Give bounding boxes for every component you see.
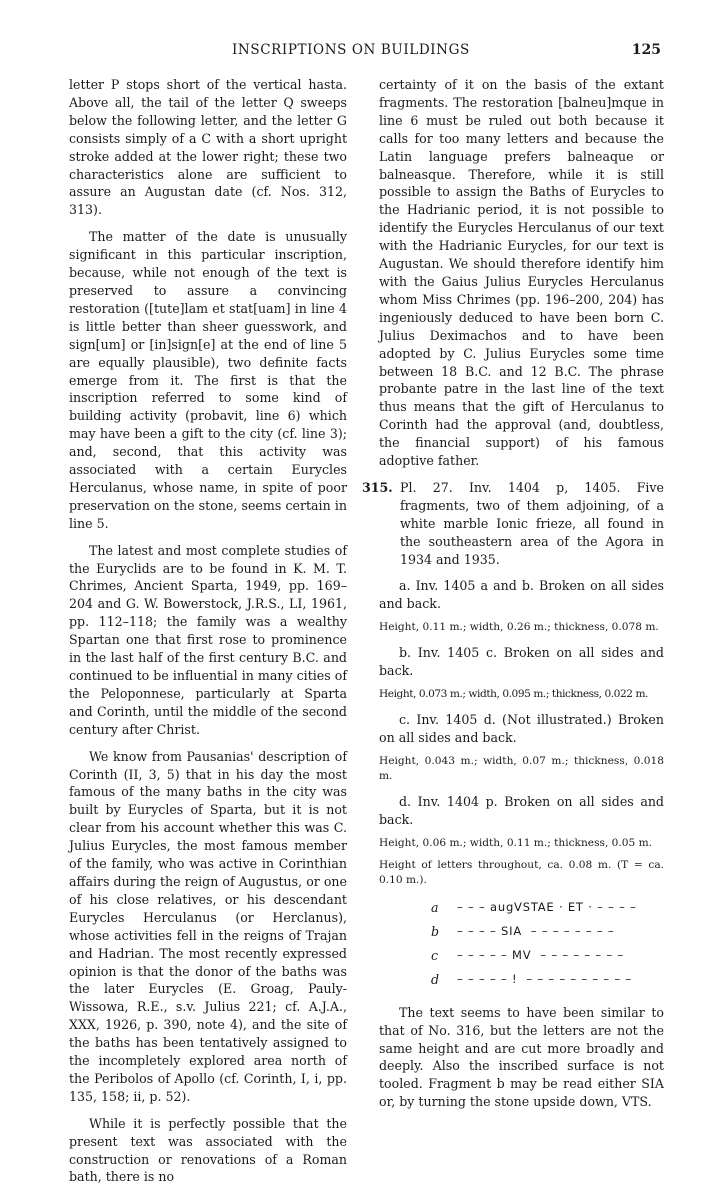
inscription-line xyxy=(431,968,664,992)
running-head: INSCRIPTIONS ON BUILDINGS xyxy=(232,42,470,58)
line-label: d xyxy=(431,971,440,987)
line-text: – – – augVSTAE · ET · – – – – xyxy=(457,899,637,914)
line-label: b xyxy=(431,923,440,939)
fragment-dimensions: Height, 0.043 m.; width, 0.07 m.; thickness, 0.018 m. xyxy=(379,754,664,782)
letter-height-note: Height of letters throughout, ca. 0.08 m. (T = ca. 0.10 m.). xyxy=(379,858,664,886)
inscription-line xyxy=(431,944,664,968)
fragment-description: d. Inv. 1404 p. Broken on all sides and back. xyxy=(379,793,664,827)
inscription-line xyxy=(431,896,664,920)
fragment-description: b. Inv. 1405 c. Broken on all sides and back. xyxy=(379,645,664,679)
entry-number: 315. xyxy=(362,479,393,495)
page-number: 125 xyxy=(631,42,661,58)
inscription-transcription xyxy=(431,896,664,992)
paragraph: The text seems to have been similar to that of No. 316, but the letters are not the same height and are cut more broadly and deeply. Also the inscribed surface is not tooled. Fragment b may be read either SIA or, by turning the stone upside down, VTS. xyxy=(379,1004,664,1110)
line-text: – – – – – MV – – – – – – – – xyxy=(457,947,624,962)
line-text: – – – – SIA – – – – – – – – xyxy=(457,923,615,938)
catalog-entry xyxy=(362,479,664,569)
paragraph: certainty of it on the basis of the extant fragments. The restoration [balneu]mque in line 6 must be ruled out both because it calls for too many letters and because the Latin language prefers balneaque or balneasque. Therefore, while it is still possible to assign the Baths of Eurycles to the Hadrianic period, it is not possible to identify the Eurycles Herculanus of our text with the Hadrianic Eurycles, for our text is Augustan. We should therefore identify him with the Gaius Julius Eurycles Herculanus whom Miss Chrimes (pp. 196–200, 204) has ingeniously deduced to have been born C. Julius Deximachos and to have been adopted by C. Julius Eurycles some time between 18 B.C. and 12 B.C. The phrase probante patre in the last line of the text thus means that the gift of Herculanus to Corinth had the approval (and, doubtless, the financial support) of his famous adoptive father. xyxy=(379,77,664,469)
line-text: – – – – – ! – – – – – – – – – – xyxy=(457,971,632,986)
line-label: c xyxy=(431,947,439,963)
page-header xyxy=(0,42,725,62)
line-label: a xyxy=(431,899,439,915)
right-column xyxy=(362,76,664,1111)
fragment-description: c. Inv. 1405 d. (Not illustrated.) Broken on all sides and back. xyxy=(379,712,664,745)
fragment-dimensions: Height, 0.073 m.; width, 0.095 m.; thickness, 0.022 m. xyxy=(379,688,648,701)
entry-text: Pl. 27. Inv. 1404 p, 1405. Five fragments, two of them adjoining, of a white marble Ionic frieze, all found in the southeastern area of the Agora in 1934 and 1935. xyxy=(400,479,664,567)
fragment-dimensions: Height, 0.06 m.; width, 0.11 m.; thickness, 0.05 m. xyxy=(379,836,653,849)
fragment-dimensions: Height, 0.11 m.; width, 0.26 m.; thickness, 0.078 m. xyxy=(379,621,659,634)
paragraph: The matter of the date is unusually significant in this particular inscription, because, while not enough of the text is preserved to assure a convincing restoration ([tute]lam et stat[uam] in line 4 is little better than sheer guesswork, and sign[um] or [in]sign[e] at the end of line 5 are equally plausible), two definite facts emerge from it. The first is that the inscription referred to some kind of building activity (probavit, line 6) which may have been a gift to the city (cf. line 3); and, second, that this activity was associated with a certain Eurycles Herculanus, whose name, in spite of poor preservation on the stone, seems certain in line 5. xyxy=(69,229,347,531)
inscription-line xyxy=(431,920,664,944)
left-column xyxy=(69,76,347,1186)
paragraph: The latest and most complete studies of the Euryclids are to be found in K. M. T. Chrimes, Ancient Sparta, 1949, pp. 169–204 and G. W. Bowerstock, J.R.S., LI, 1961, pp. 112–118; the family was a wealthy Spartan one that first rose to prominence in the last half of the first century B.C. and continued to be influential in many cities of the Peloponnese, particularly at Sparta and Corinth, until the middle of the second century after Christ. xyxy=(69,542,347,737)
paragraph: While it is perfectly possible that the present text was associated with the construction or renovations of a Roman bath, there is no xyxy=(69,1115,347,1185)
paragraph: We know from Pausanias' description of Corinth (II, 3, 5) that in his day the most famous of the many baths in the city was built by Eurycles of Sparta, but it is not clear from his account whether this was C. Julius Eurycles, the most famous member of the family, who was active in Corinthian affairs during the reign of Augustus, or one of his close relatives, or his descendant Eurycles Herculanus (or Herclanus), whose activities fell in the reigns of Trajan and Hadrian. The most recently expressed opinion is that the donor of the baths was the later Eurycles (E. Groag, Pauly-Wissowa, R.E., s.v. Julius 221; cf. A.J.A., XXX, 1926, p. 390, note 4), and the site of the baths has been tentatively assigned to the incompletely explored area north of the Peribolos of Apollo (cf. Corinth, I, i, pp. 135, 158; ii, p. 52). xyxy=(69,748,347,1104)
fragment-description: a. Inv. 1405 a and b. Broken on all sides and back. xyxy=(379,578,664,612)
paragraph: letter P stops short of the vertical hasta. Above all, the tail of the letter Q sweeps below the following letter, and the letter G consists simply of a C with a short upright stroke added at the lower right; these two characteristics alone are sufficient to assure an Augustan date (cf. Nos. 312, 313). xyxy=(69,77,347,218)
